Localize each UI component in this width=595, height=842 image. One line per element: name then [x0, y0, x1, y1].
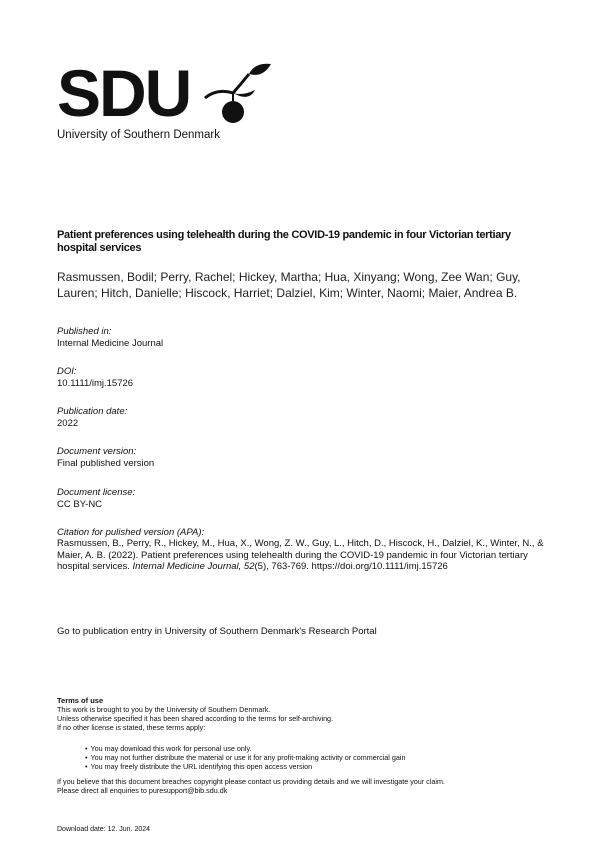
- terms-bullet: • You may download this work for personal use only.: [85, 744, 557, 753]
- terms-contact: Please direct all enquiries to puresupport@bib.sdu.dk: [57, 786, 228, 795]
- doi-value: 10.1111/imj.15726: [57, 378, 134, 389]
- terms-of-use: [57, 696, 557, 795]
- doi-section: [57, 366, 133, 389]
- document-license-label: Document license:: [57, 487, 136, 498]
- logo-text: SDU: [57, 60, 191, 130]
- document-version-section: [57, 446, 154, 469]
- publication-date-value: 2022: [57, 418, 79, 429]
- terms-title: Terms of use: [57, 696, 104, 705]
- publication-date-section: [57, 406, 127, 429]
- document-license-value: CC BY-NC: [57, 499, 103, 510]
- doi-label: DOI:: [57, 366, 77, 377]
- document-title: Patient preferences using telehealth during the COVID-19 pandemic in four Victorian tertiary hospital services: [57, 229, 511, 254]
- document-version-label: Document version:: [57, 446, 137, 457]
- sdu-logo: [57, 60, 287, 130]
- document-license-section: [57, 487, 135, 510]
- citation-body: Rasmussen, B., Perry, R., Hickey, M., Hua, X., Wong, Z. W., Guy, L., Hitch, D., Hiscock, H., Dalziel, K., Winter, N., & Maier, A. B. (2022). Patient preferences using telehealth during the COVID-19 pandemic in four Victorian tertiary hospital services.: [57, 538, 544, 572]
- research-portal-link[interactable]: Go to publication entry in University of Southern Denmark's Research Portal: [57, 626, 377, 637]
- terms-line: This work is brought to you by the University of Southern Denmark.: [57, 705, 271, 714]
- publication-date-label: Publication date:: [57, 406, 128, 417]
- citation-tail[interactable]: (5), 763-769. https://doi.org/10.1111/imj.15726: [254, 561, 448, 572]
- citation-journal: Internal Medicine Journal, 52: [132, 561, 255, 572]
- published-in-value: Internal Medicine Journal: [57, 338, 164, 349]
- citation-label: Citation for pulished version (APA):: [57, 527, 205, 538]
- citation-section: [57, 527, 547, 573]
- document-version-value: Final published version: [57, 458, 155, 469]
- citation-text: [57, 538, 547, 573]
- terms-bullet: • You may freely distribute the URL identifying this open access version: [85, 762, 557, 771]
- terms-footer: If you believe that this document breaches copyright please contact us providing details and we will investigate your claim.: [57, 777, 445, 786]
- terms-bullet: • You may not further distribute the material or use it for any profit-making activity or commercial gain: [85, 753, 557, 762]
- terms-list: [57, 744, 557, 771]
- published-in-section: [57, 326, 163, 349]
- author-list: Rasmussen, Bodil; Perry, Rachel; Hickey, Martha; Hua, Xinyang; Wong, Zee Wan; Guy, Lauren; Hitch, Danielle; Hiscock, Harriet; Dalziel, Kim; Winter, Naomi; Maier, Andrea B.: [57, 270, 521, 300]
- download-date: Download date: 12. Jun. 2024: [57, 826, 151, 833]
- terms-line: Unless otherwise specified it has been shared according to the terms for self-archiving.: [57, 714, 334, 723]
- apple-branch-icon: [205, 64, 271, 123]
- published-in-label: Published in:: [57, 326, 112, 337]
- terms-line: If no other license is stated, these terms apply:: [57, 723, 206, 732]
- university-name: University of Southern Denmark: [57, 129, 220, 141]
